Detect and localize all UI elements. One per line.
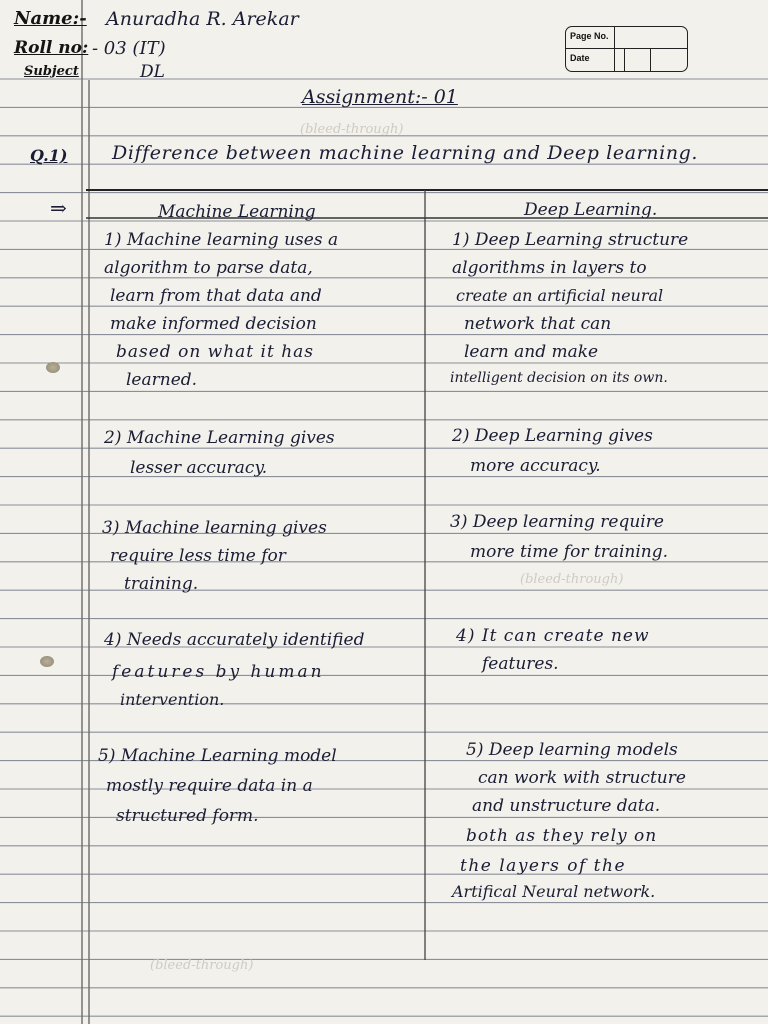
dl-cell-line: more time for training. (470, 542, 669, 562)
ml-cell-line: lesser accuracy. (130, 458, 268, 478)
ml-cell-line: learned. (126, 370, 198, 390)
ml-cell-line: intervention. (120, 690, 225, 709)
ml-cell-line: 4) Needs accurately identified (104, 630, 365, 650)
ml-cell-line: features by human (112, 662, 325, 682)
dl-cell-line: 3) Deep learning require (450, 512, 664, 532)
ml-cell-line: 2) Machine Learning gives (104, 428, 335, 448)
dl-cell-line: learn and make (464, 342, 599, 362)
dl-cell-line: features. (482, 654, 559, 674)
column-header-ml: Machine Learning (158, 202, 316, 222)
page-date-box (565, 26, 688, 72)
name-value: Anuradha R. Arekar (106, 8, 299, 30)
dl-cell-line: 2) Deep Learning gives (452, 426, 653, 446)
dl-cell-line: network that can (464, 314, 612, 334)
ml-cell-line: 1) Machine learning uses a (104, 230, 339, 250)
roll-value: - 03 (IT) (92, 38, 166, 59)
ml-cell-line: 3) Machine learning gives (102, 518, 327, 538)
punch-hole (40, 656, 54, 667)
notebook-page: (bleed-through) (bleed-through) (bleed-through) Name:- Anuradha R. Arekar Roll no: - 03 (IT) Subject DL Page No. Date Assignment:- 01 Q.1) Difference between machine learning and Deep learning. ⇒ Machine Learning Deep Learning. 1) Machine learning uses a algorithm to parse data, learn from that data and make informed decision based on what it has learned. 1) Deep Learning structure algorithms in layers to create an artificial neural network that can learn and make intelligent decision on its own. 2) Machine Learning gives lesser accuracy. 2) Deep Learning gives more accuracy. 3) Machine learning gives require less time for training. 3) Deep learning require more time for training. 4) Needs accurately identified features by human intervention. 4) It can create new features. 5) Machine Learning model mostly require data in a structured form. 5) Deep learning models can work with structure and unstructure data. both as they rely on the layers of the Artifical Neural network. (0, 0, 768, 1024)
dl-cell-line: more accuracy. (470, 456, 601, 476)
ml-cell-line: learn from that data and (110, 286, 322, 306)
dl-cell-line: can work with structure (478, 768, 686, 788)
dl-cell-line: 5) Deep learning models (466, 740, 678, 760)
date-label: Date (570, 53, 590, 63)
name-label: Name:- (14, 8, 87, 29)
question-label: Q.1) (30, 146, 68, 165)
page-no-label: Page No. (570, 31, 609, 41)
ml-cell-line: structured form. (116, 806, 259, 826)
subject-value: DL (140, 62, 165, 82)
ml-cell-line: based on what it has (116, 342, 315, 362)
arrow-icon: ⇒ (50, 196, 67, 220)
dl-cell-line: 4) It can create new (456, 626, 650, 646)
ml-cell-line: 5) Machine Learning model (98, 746, 337, 766)
roll-label: Roll no: (14, 38, 89, 58)
dl-cell-line: Artifical Neural network. (452, 882, 656, 901)
column-header-dl: Deep Learning. (524, 200, 658, 220)
assignment-title: Assignment:- 01 (302, 86, 458, 108)
dl-cell-line: intelligent decision on its own. (450, 370, 668, 386)
ml-cell-line: training. (124, 574, 199, 594)
dl-cell-line: 1) Deep Learning structure (452, 230, 689, 250)
ml-cell-line: algorithm to parse data, (104, 258, 313, 278)
dl-cell-line: both as they rely on (466, 826, 658, 846)
question-text: Difference between machine learning and Deep learning. (112, 142, 699, 164)
dl-cell-line: algorithms in layers to (452, 258, 647, 278)
subject-label: Subject (24, 64, 79, 79)
dl-cell-line: create an artificial neural (456, 286, 664, 305)
dl-cell-line: and unstructure data. (472, 796, 661, 816)
ml-cell-line: make informed decision (110, 314, 317, 334)
dl-cell-line: the layers of the (460, 856, 627, 876)
punch-hole (46, 362, 60, 373)
ml-cell-line: mostly require data in a (106, 776, 313, 796)
ml-cell-line: require less time for (110, 546, 286, 566)
